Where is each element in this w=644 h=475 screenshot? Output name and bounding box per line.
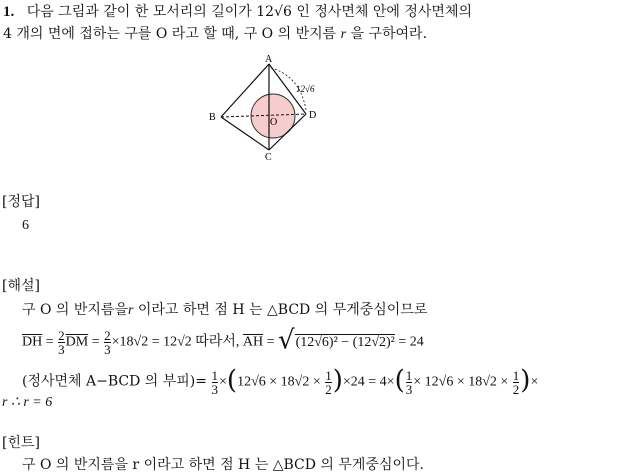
explanation-line-2 [22,325,424,357]
fraction-1-2-b: $\frac{1}{2}$ [512,368,520,397]
result-24: = 24 [398,334,424,350]
volume-product-1: 12√6 × 18√2 × [237,374,321,390]
problem-var-r: r [340,27,347,42]
explanation-line-3: (정사면체 A−BCD 의 부피)= $\frac{1}{3}$ ×(12√6 × 18√2 × $\frac{1}{2}$ )×24 = 4×( $\frac{1}{3}$ × 12√6 × 18√2 × $\frac{1}{2}$ )× [22,365,539,397]
explanation-header: [해설] [2,278,40,294]
segment-ah: $\overline{AH}$ [242,334,264,350]
times-18-root2: ×18√2 = 12√2 따라서, [111,334,240,350]
problem-text-2a: 4 개의 면에 접하는 구를 O 라고 할 때, 구 O 의 반지름 [3,26,341,42]
problem-text-1: 다음 그림과 같이 한 모서리의 길이가 12√6 인 정사면체 안에 정사면체의 [26,4,472,20]
fraction-1-2-a: $\frac{1}{2}$ [325,368,332,397]
volume-times: × [530,374,539,390]
equals-1: = [45,334,54,350]
problem-line-2 [3,25,427,44]
answer-header: [정답] [2,194,40,210]
explanation-var-r: r [127,303,134,318]
label-o: O [270,117,278,128]
fraction-1-3-a: $\frac{1}{3}$ [211,368,218,397]
fraction-2-3-b: $\frac{2}{3}$ [104,328,111,357]
label-d: D [309,110,317,121]
hint-header: [힌트] [2,435,40,451]
segment-dh: $\overline{DH}$ [22,334,43,350]
tetrahedron-figure [205,54,335,164]
sqrt-expression: (12√6)² − (12√2)² [295,334,395,350]
volume-label: (정사면체 A−BCD 의 부피)= [22,373,207,390]
label-b: B [209,112,216,123]
equals-2: = [91,334,100,350]
answer-value: 6 [22,218,29,233]
explanation-text-1b: 이라고 하면 점 H 는 △BCD 의 무게중심이므로 [133,302,428,318]
fraction-1-3-b: $\frac{1}{3}$ [405,368,413,397]
label-a: A [265,54,273,65]
fraction-2-3-a: $\frac{2}{3}$ [58,328,65,357]
problem-number: 1. [3,4,15,20]
label-edge-length: 12√6 [296,84,315,94]
equals-3: = [266,334,275,350]
problem-text-2b: 을 구하여라. [346,26,428,42]
problem-line-1 [3,3,472,21]
explanation-text-1a: 구 O 의 반지름을 [22,302,128,318]
explanation-conclusion: r ∴ r = 6 [2,395,53,410]
volume-times-24: ×24 = 4× [342,374,395,390]
segment-dm: $\overline{DM}$ [65,334,89,350]
explanation-line-1 [22,301,427,320]
label-c: C [265,152,272,163]
volume-product-2: × 12√6 × 18√2 × [413,374,509,390]
sqrt-sign: √ [277,325,295,356]
hint-text: 구 O 의 반지름을 r 이라고 하면 점 H 는 △BCD 의 무게중심이다. [22,457,424,473]
